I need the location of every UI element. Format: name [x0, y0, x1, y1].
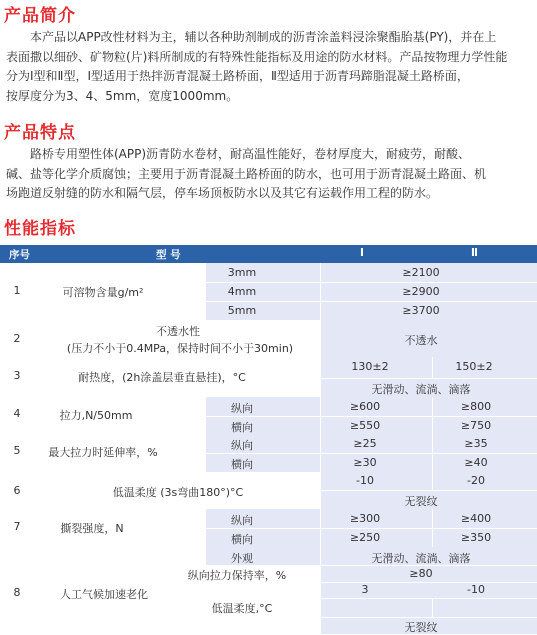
intro-title: 产品简介: [4, 6, 76, 26]
row-7-no: 7: [13, 520, 21, 533]
intro-paragraph: [6, 28, 532, 106]
row-1-no: 1: [13, 284, 21, 297]
row-8-no: 8: [13, 586, 21, 599]
intro-line: 表面撒以细砂、矿物粒(片)料所制成的有特殊性能指标及用途的防水材料。产品按物理力学性能: [6, 49, 508, 64]
row-4-no: 4: [13, 407, 21, 420]
intro-line: 本产品以APP改性材料为主，辅以各种助剂制成的沥青涂盖料浸涂聚酯胎基(PY)，并在上: [30, 30, 497, 44]
row-8-type1-lowtemp: 3: [361, 583, 369, 596]
features-line: 场跑道反射缝的防水和隔气层，停车场顶板防水以及其它有运载作用工程的防水。: [6, 186, 439, 200]
intro-line: 按厚度分为3、4、5mm，宽度1000mm。: [6, 88, 239, 103]
row-4-type1-long: ≥600: [349, 400, 381, 413]
row-7-type2-trans: ≥350: [460, 531, 492, 544]
row-4-item: 拉力,N/50mm: [59, 409, 133, 422]
row-8-spec-lowtemp: 低温柔度,°C: [211, 602, 273, 615]
row-8-value-appearance: 无滑动、流淌、滴落: [371, 552, 471, 565]
row-3-value: 无滑动、流淌、滴落: [371, 383, 471, 396]
features-line: 碱、盐等化学介质腐蚀；主要用于沥青混凝土路桥面的防水，也可用于沥青混凝土路面、机: [6, 166, 487, 181]
header-model: 型 号: [156, 249, 181, 261]
row-7-item: 撕裂强度，N: [60, 522, 124, 535]
features-title: 产品特点: [4, 123, 76, 143]
row-7-spec-trans: 横向: [231, 533, 253, 546]
row-5-spec-trans: 横向: [231, 458, 253, 471]
row-7-type1-trans: ≥250: [349, 531, 381, 544]
row-4-type1-trans: ≥550: [349, 419, 381, 432]
row-6-type2: -20: [467, 474, 485, 487]
row-2-item-note: (压力不小于0.4MPa，保持时间不小于30min): [66, 342, 294, 355]
row-7-type2-long: ≥400: [460, 512, 492, 525]
row-3-type2: 150±2: [455, 360, 493, 373]
row-1-value-4mm: ≥2900: [402, 285, 440, 298]
row-8-item: 人工气候加速老化: [60, 588, 148, 601]
row-4-type2-long: ≥800: [460, 400, 492, 413]
row-1-spec-5mm: 5mm: [227, 304, 257, 317]
row-6-item: 低温柔度 (3s弯曲180°)°C: [112, 486, 244, 499]
row-8-value-lowtemp: 无裂纹: [404, 621, 438, 634]
features-line: 路桥专用塑性体(APP)沥青防水卷材，耐高温性能好，卷材厚度大，耐疲劳，耐酸、: [30, 147, 471, 161]
row-8-value-retention: ≥80: [409, 567, 433, 580]
row-4-type2-trans: ≥750: [460, 419, 492, 432]
row-7-type1-long: ≥300: [349, 512, 381, 525]
row-2-item: 不透水性: [156, 325, 200, 338]
row-8-spec-appearance: 外观: [231, 552, 253, 565]
row-1-spec-3mm: 3mm: [227, 266, 257, 279]
row-5-type1-trans: ≥30: [353, 456, 377, 469]
row-6-no: 6: [13, 484, 21, 497]
row-5-type2-trans: ≥40: [464, 456, 488, 469]
row-8-type2-lowtemp: -10: [467, 583, 485, 596]
row-6-type1: -10: [356, 474, 374, 487]
row-5-item: 最大拉力时延伸率，%: [48, 446, 158, 459]
row-6-value: 无裂纹: [404, 495, 438, 508]
row-5-no: 5: [13, 444, 21, 457]
row-2-value: 不透水: [404, 334, 438, 347]
header-type1: Ⅰ: [360, 247, 364, 259]
intro-line: 分为Ⅰ型和Ⅱ型，Ⅰ型适用于热拌沥青混凝土路桥面，Ⅱ型适用于沥青玛蹄脂混凝土路桥面，: [6, 69, 469, 83]
row-5-type2-long: ≥35: [464, 437, 488, 450]
row-1-item: 可溶物含量g/m²: [62, 286, 144, 299]
row-5-spec-long: 纵向: [231, 439, 253, 452]
features-paragraph: [6, 145, 532, 204]
specs-title: 性能指标: [4, 219, 76, 239]
header-no: 序号: [9, 249, 30, 261]
table-header: [0, 245, 537, 263]
row-3-item: 耐热度，(2h涂盖层垂直悬挂)，°C: [78, 371, 246, 384]
row-3-no: 3: [13, 369, 21, 382]
row-2-no: 2: [13, 332, 21, 345]
header-type2: Ⅱ: [471, 247, 478, 259]
table-body: [0, 263, 537, 634]
row-4-spec-long: 纵向: [231, 402, 253, 415]
row-1-value-3mm: ≥2100: [402, 266, 440, 279]
row-1-value-5mm: ≥3700: [402, 304, 440, 317]
row-5-type1-long: ≥25: [353, 437, 377, 450]
row-3-type1: 130±2: [351, 360, 389, 373]
row-7-spec-long: 纵向: [231, 514, 253, 527]
row-4-spec-trans: 横向: [231, 421, 253, 434]
row-1-spec-4mm: 4mm: [227, 285, 257, 298]
row-8-spec-retention: 纵向拉力保持率，%: [187, 569, 287, 582]
